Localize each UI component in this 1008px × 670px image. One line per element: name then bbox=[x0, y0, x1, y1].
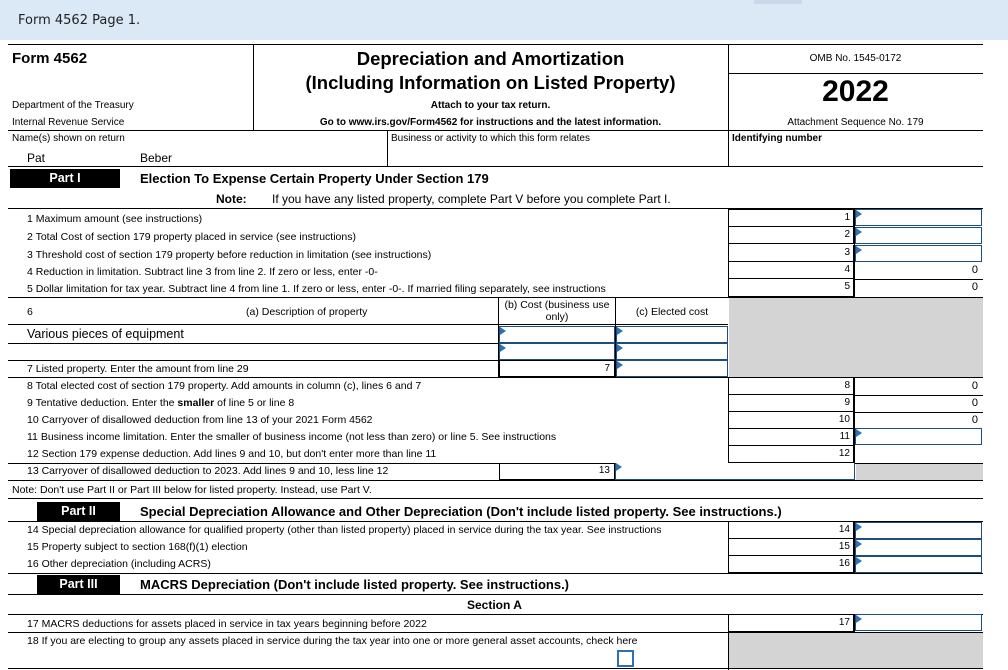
line17-input[interactable] bbox=[855, 614, 982, 631]
line10-num: 10 bbox=[728, 412, 854, 429]
line2-text: 2 Total Cost of section 179 property placed in service (see instructions) bbox=[27, 231, 356, 243]
line2-input[interactable] bbox=[855, 227, 982, 244]
line8-rule bbox=[855, 395, 983, 396]
line9-text: 9 Tentative deduction. Enter the smaller of line 5 or line 8 bbox=[27, 397, 295, 409]
line11-text: 11 Business income limitation. Enter the smaller of business income (not less than zero) or line 5. See instructions bbox=[27, 431, 557, 443]
line16-num: 16 bbox=[728, 556, 854, 573]
goto-note: Go to www.irs.gov/Form4562 for instructions and the latest information. bbox=[319, 117, 662, 128]
line5-num: 5 bbox=[728, 279, 854, 296]
line12-value bbox=[855, 446, 982, 463]
business-label: Business or activity to which this form relates bbox=[391, 133, 590, 144]
part3-title-rule bbox=[8, 594, 983, 595]
names-label: Name(s) shown on return bbox=[12, 133, 125, 144]
line7-elected-input[interactable] bbox=[616, 360, 728, 377]
part1-bottom-note: Note: Don't use Part II or Part III below for listed property. Instead, use Part V. bbox=[12, 484, 372, 496]
line13-text: 13 Carryover of disallowed deduction to 2023. Add lines 9 and 10, less line 12 bbox=[27, 465, 389, 477]
line7-text: 7 Listed property. Enter the amount from line 29 bbox=[27, 363, 249, 375]
page-header-bar bbox=[0, 0, 1008, 40]
line1-text: 1 Maximum amount (see instructions) bbox=[27, 213, 203, 225]
part3-label: Part III bbox=[37, 575, 120, 594]
form-title-line2: (Including Information on Listed Property) bbox=[305, 72, 676, 93]
line1-input[interactable] bbox=[855, 209, 982, 226]
attach-note: Attach to your tax return. bbox=[430, 100, 551, 111]
line6-shaded-area bbox=[729, 298, 983, 377]
line6-header-rule bbox=[8, 324, 728, 325]
last-name-field[interactable]: Beber bbox=[140, 151, 173, 165]
form-label: Form 4562 bbox=[12, 50, 88, 67]
line10-value: 0 bbox=[971, 414, 978, 426]
line18-rule bbox=[8, 668, 983, 669]
line1-num: 1 bbox=[728, 210, 854, 227]
line6-row2-rule bbox=[8, 360, 498, 361]
line15-text: 15 Property subject to section 168(f)(1) election bbox=[27, 541, 248, 553]
line17-text: 17 MACRS deductions for assets placed in service in tax years beginning before 2022 bbox=[27, 618, 427, 630]
line11-input[interactable] bbox=[855, 428, 982, 445]
line12-num: 12 bbox=[728, 446, 854, 463]
first-name-field[interactable]: Pat bbox=[27, 151, 46, 165]
line2-num: 2 bbox=[728, 227, 854, 244]
name-row-rule bbox=[8, 166, 983, 167]
line15-input[interactable] bbox=[855, 539, 982, 556]
line13-rule bbox=[8, 480, 983, 481]
part1-note-text: If you have any listed property, complete Part V before you complete Part I. bbox=[272, 192, 671, 206]
line6-elected-input-1[interactable] bbox=[616, 326, 728, 343]
part2-label: Part II bbox=[37, 502, 120, 521]
header-top-rule bbox=[8, 44, 983, 45]
business-divider bbox=[387, 130, 388, 166]
line4-text: 4 Reduction in limitation. Subtract line 3 from line 2. If zero or less, enter -0- bbox=[27, 266, 378, 278]
page-title: Form 4562 Page 1. bbox=[18, 13, 141, 28]
line16-text: 16 Other depreciation (including ACRS) bbox=[27, 558, 211, 570]
line3-input[interactable] bbox=[855, 245, 982, 262]
part2-title: Special Depreciation Allowance and Other Depreciation (Don't include listed property. See instructions.) bbox=[140, 504, 782, 519]
line5-text: 5 Dollar limitation for tax year. Subtract line 4 from line 1. If zero or less, enter -0-. If married filing separately, see instructions bbox=[27, 283, 606, 295]
line13-input[interactable] bbox=[615, 463, 855, 480]
col-b-header: (b) Cost (business use only) bbox=[504, 299, 610, 323]
line4-num: 4 bbox=[728, 262, 854, 279]
line3-text: 3 Threshold cost of section 179 property before reduction in limitation (see instructions) bbox=[27, 249, 432, 261]
section-a-heading: Section A bbox=[467, 598, 522, 612]
line5-value: 0 bbox=[971, 281, 978, 293]
line8-num: 8 bbox=[728, 378, 854, 395]
part1-note-label: Note: bbox=[216, 192, 247, 206]
tax-year: 2022 bbox=[822, 75, 889, 108]
line18-divider bbox=[728, 632, 729, 670]
part2-bottom-rule bbox=[8, 573, 983, 574]
part1-title: Election To Expense Certain Property Under Section 179 bbox=[140, 171, 489, 186]
omb-rule bbox=[728, 73, 983, 74]
header-bottom-rule bbox=[8, 130, 983, 131]
form-title-line1: Depreciation and Amortization bbox=[356, 48, 625, 69]
line6-cost-input-1[interactable] bbox=[499, 326, 615, 343]
line6-elected-input-2[interactable] bbox=[616, 343, 728, 360]
line10-text: 10 Carryover of disallowed deduction from line 13 of your 2021 Form 4562 bbox=[27, 414, 373, 426]
line6-row1-rule bbox=[8, 343, 498, 344]
line12-text: 12 Section 179 expense deduction. Add lines 9 and 10, but don't enter more than line 11 bbox=[27, 448, 437, 460]
line8-value: 0 bbox=[971, 380, 978, 392]
line4-5-rule bbox=[855, 279, 983, 280]
col-c-header: (c) Elected cost bbox=[635, 306, 709, 318]
line9-rule bbox=[855, 412, 983, 413]
omb-number: OMB No. 1545-0172 bbox=[809, 53, 902, 64]
line9-num: 9 bbox=[728, 395, 854, 412]
line14-input[interactable] bbox=[855, 522, 982, 539]
line14-num: 14 bbox=[728, 522, 854, 539]
part3-title: MACRS Depreciation (Don't include listed property. See instructions.) bbox=[140, 577, 570, 592]
line18-text: 18 If you are electing to group any assets placed in service during the tax year into one or more general asset accounts, check here bbox=[27, 635, 638, 647]
line8-text: 8 Total elected cost of section 179 property. Add amounts in column (c), lines 6 and 7 bbox=[27, 380, 422, 392]
line17-num: 17 bbox=[728, 615, 854, 632]
id-label: Identifying number bbox=[732, 133, 822, 144]
dept-treasury: Department of the Treasury bbox=[12, 100, 134, 111]
line16-input[interactable] bbox=[855, 556, 982, 573]
line11-num: 11 bbox=[728, 429, 854, 446]
id-divider bbox=[728, 130, 729, 166]
line14-text: 14 Special depreciation allowance for qualified property (other than listed property) placed in service during the tax year. See instructions bbox=[27, 524, 662, 536]
line4-value: 0 bbox=[971, 264, 978, 276]
header-tab-indicator bbox=[754, 0, 802, 4]
part1-label: Part I bbox=[10, 169, 120, 188]
col-a-header: (a) Description of property bbox=[246, 306, 368, 318]
line18-checkbox[interactable] bbox=[617, 650, 634, 667]
attachment-sequence: Attachment Sequence No. 179 bbox=[787, 117, 924, 128]
property-description[interactable]: Various pieces of equipment bbox=[27, 327, 184, 341]
line3-num: 3 bbox=[728, 245, 854, 262]
line13-num-box: 13 bbox=[499, 463, 615, 480]
line7-num-box: 7 bbox=[499, 360, 615, 377]
line6-num: 6 bbox=[27, 306, 33, 318]
line6-cost-input-2[interactable] bbox=[499, 343, 615, 360]
dept-irs: Internal Revenue Service bbox=[12, 117, 125, 128]
line18-shaded bbox=[729, 633, 983, 668]
line13-shaded bbox=[856, 464, 983, 480]
line15-num: 15 bbox=[728, 539, 854, 556]
part1-bottom-rule bbox=[8, 498, 983, 499]
line9-value: 0 bbox=[971, 397, 978, 409]
